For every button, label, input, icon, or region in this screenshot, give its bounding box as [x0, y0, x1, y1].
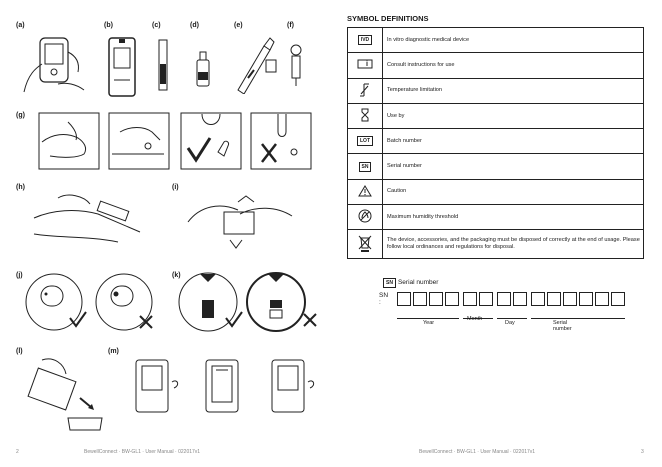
serial-char-box[interactable] — [579, 292, 593, 306]
hand-holding-meter-illustration — [18, 32, 98, 100]
insert-lancet-illustration — [28, 188, 148, 250]
label-b: (b) — [104, 22, 113, 29]
symbol-row — [348, 78, 644, 103]
symbol-row — [348, 154, 644, 179]
ivd-icon: IVD — [358, 35, 372, 45]
footer-left: BewellConnect · BW-GL1 · User Manual · 022017v1 — [84, 449, 201, 455]
footer-right: BewellConnect · BW-GL1 · User Manual · 022017v1 — [419, 449, 536, 455]
serial-char-box[interactable] — [413, 292, 427, 306]
serial-char-box[interactable] — [595, 292, 609, 306]
label-a: (a) — [16, 22, 25, 29]
correct-drop-illustration — [180, 112, 242, 170]
lancet-illustration — [288, 40, 304, 90]
label-c: (c) — [152, 22, 161, 29]
serial-char-box[interactable] — [563, 292, 577, 306]
symbol-description: Caution — [383, 179, 644, 204]
eject-strip-illustration — [18, 352, 108, 432]
label-l: (l) — [16, 348, 23, 355]
symbol-description: In vitro diagnostic medical device — [383, 28, 644, 53]
serial-char-box[interactable] — [479, 292, 493, 306]
serial-number-heading — [383, 278, 438, 288]
control-solution-vial-illustration — [194, 50, 212, 90]
symbol-description: Batch number — [383, 129, 644, 154]
symbol-row — [348, 53, 644, 78]
twist-cap-illustration — [180, 192, 300, 254]
label-e: (e) — [234, 22, 243, 29]
hourglass-icon — [360, 108, 370, 122]
serial-char-box[interactable] — [547, 292, 561, 306]
year-label: Year — [423, 320, 435, 326]
humidity-icon — [358, 209, 372, 223]
serial-char-box[interactable] — [513, 292, 527, 306]
symbol-row — [348, 179, 644, 204]
month-label: Month — [467, 316, 483, 322]
symbol-description: Use by — [383, 103, 644, 128]
sn-icon: SN — [359, 162, 372, 172]
symbol-row — [348, 205, 644, 230]
year-underline — [397, 318, 459, 319]
symbol-definitions-title: SYMBOL DEFINITIONS — [347, 14, 429, 23]
day-label: Day — [505, 320, 515, 326]
symbol-description: Consult instructions for use — [383, 53, 644, 78]
serial-underline — [531, 318, 625, 319]
symbol-description: The device, accessories, and the packaging must be disposed of correctly at the end of usage. Please follow local ordinances and regulations for disposal. — [383, 230, 644, 259]
symbol-row — [348, 230, 644, 259]
symbol-row — [348, 103, 644, 128]
page-number-left: 2 — [16, 449, 19, 455]
label-i: (i) — [172, 184, 179, 191]
strip-fill-check-illustration — [176, 270, 322, 334]
lot-icon: LOT — [357, 136, 373, 146]
page-number-right: 3 — [641, 449, 644, 455]
serial-number-entry — [379, 278, 643, 332]
serial-char-box[interactable] — [611, 292, 625, 306]
label-g: (g) — [16, 112, 25, 119]
hand-rubbing-illustration — [38, 112, 100, 170]
temperature-icon — [358, 82, 372, 98]
weee-bin-icon — [358, 234, 372, 252]
symbol-row — [348, 129, 644, 154]
label-f: (f) — [287, 22, 294, 29]
serial-char-box[interactable] — [429, 292, 443, 306]
label-m: (m) — [108, 348, 119, 355]
lancing-device-illustration — [230, 34, 280, 94]
sn-icon: SN — [383, 278, 396, 288]
test-strip-illustration — [156, 38, 170, 92]
day-underline — [497, 318, 527, 319]
symbol-description: Serial number — [383, 154, 644, 179]
caution-icon — [358, 185, 372, 197]
label-j: (j) — [16, 272, 23, 279]
instructions-icon — [357, 59, 373, 69]
serial-char-box[interactable] — [445, 292, 459, 306]
symbol-table — [347, 27, 644, 259]
serial-char-box[interactable] — [463, 292, 477, 306]
serial-char-box[interactable] — [497, 292, 511, 306]
label-d: (d) — [190, 22, 199, 29]
symbol-description: Temperature limitation — [383, 78, 644, 103]
drop-on-finger-illustration — [108, 112, 170, 170]
incorrect-drop-illustration — [250, 112, 312, 170]
serial-label: Serial number — [553, 320, 572, 332]
symbol-row — [348, 28, 644, 53]
serial-number-heading-text: Serial number — [397, 279, 439, 286]
meter-illustration — [106, 34, 138, 100]
symbol-description: Maximum humidity threshold — [383, 205, 644, 230]
label-k: (k) — [172, 272, 181, 279]
serial-char-box[interactable] — [531, 292, 545, 306]
serial-char-box[interactable] — [397, 292, 411, 306]
label-h: (h) — [16, 184, 25, 191]
sn-prefix: SN : — [379, 292, 389, 306]
right-page — [331, 0, 662, 467]
battery-replacement-illustration — [124, 352, 320, 420]
strip-insertion-check-illustration — [24, 272, 174, 334]
